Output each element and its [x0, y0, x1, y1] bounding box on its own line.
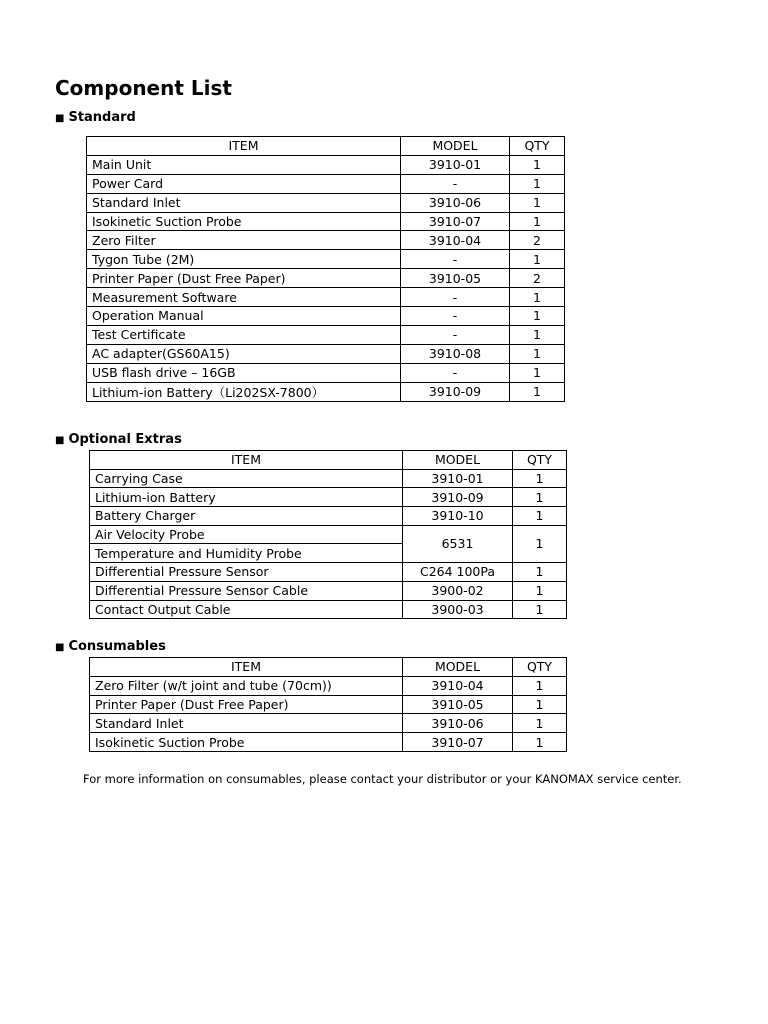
qty-cell: 1 [513, 525, 567, 562]
table-row [90, 469, 567, 488]
qty-cell: 1 [510, 325, 565, 344]
qty-column-header: QTY [513, 658, 567, 677]
table-row [87, 155, 565, 174]
qty-cell: 1 [513, 733, 567, 752]
item-column-header: ITEM [87, 137, 401, 156]
table-row [87, 325, 565, 344]
qty-cell: 1 [510, 174, 565, 193]
model-cell: 3910-09 [401, 382, 510, 401]
model-column-header: MODEL [403, 451, 513, 470]
item-cell: Tygon Tube (2M) [87, 250, 401, 269]
table-row [87, 363, 565, 382]
item-cell: Operation Manual [87, 307, 401, 326]
table-row [87, 250, 565, 269]
table-row [87, 288, 565, 307]
qty-cell: 1 [513, 507, 567, 526]
model-cell: C264 100Pa [403, 563, 513, 582]
qty-cell: 1 [513, 695, 567, 714]
model-cell: 3910-04 [401, 231, 510, 250]
model-cell: 3910-06 [401, 193, 510, 212]
model-cell: 3910-01 [403, 469, 513, 488]
qty-cell: 1 [513, 600, 567, 619]
section-heading-consumables [55, 639, 166, 654]
table-row [87, 382, 565, 401]
qty-cell: 2 [510, 231, 565, 250]
qty-cell: 1 [513, 676, 567, 695]
optional-extras-table [89, 450, 567, 619]
table-row [90, 507, 567, 526]
item-cell: Isokinetic Suction Probe [87, 212, 401, 231]
qty-cell: 1 [510, 250, 565, 269]
item-cell: Battery Charger [90, 507, 403, 526]
model-cell: 3910-06 [403, 714, 513, 733]
qty-cell: 1 [510, 307, 565, 326]
table-row [90, 488, 567, 507]
model-cell: - [401, 288, 510, 307]
qty-cell: 2 [510, 269, 565, 288]
model-cell: - [401, 174, 510, 193]
table-row [90, 714, 567, 733]
item-cell: Power Card [87, 174, 401, 193]
table-row [87, 174, 565, 193]
item-cell: Printer Paper (Dust Free Paper) [87, 269, 401, 288]
square-bullet-icon: ■ [55, 435, 65, 446]
footnote: For more information on consumables, please contact your distributor or your KANOMAX service center. [83, 772, 682, 786]
standard-components-table [86, 136, 565, 402]
qty-cell: 1 [513, 488, 567, 507]
item-cell: Standard Inlet [87, 193, 401, 212]
page-title: Component List [55, 76, 232, 100]
table-row [87, 269, 565, 288]
qty-cell: 1 [510, 288, 565, 307]
model-cell: - [401, 307, 510, 326]
section-heading-label: Consumables [68, 639, 166, 654]
item-cell: Main Unit [87, 155, 401, 174]
section-heading-optional-extras [55, 432, 182, 447]
model-column-header: MODEL [403, 658, 513, 677]
item-cell: Air Velocity Probe [90, 525, 403, 544]
model-cell: 3910-07 [401, 212, 510, 231]
item-cell: Printer Paper (Dust Free Paper) [90, 695, 403, 714]
table-row [90, 563, 567, 582]
model-cell: 3900-02 [403, 581, 513, 600]
square-bullet-icon: ■ [55, 113, 65, 124]
item-cell: Test Certificate [87, 325, 401, 344]
item-cell: Zero Filter (w/t joint and tube (70cm)) [90, 676, 403, 695]
table-row [87, 193, 565, 212]
item-cell: USB flash drive – 16GB [87, 363, 401, 382]
model-cell: 3910-01 [401, 155, 510, 174]
item-cell: Contact Output Cable [90, 600, 403, 619]
table-row [87, 344, 565, 363]
model-cell: 6531 [403, 525, 513, 562]
consumables-table [89, 657, 567, 752]
qty-cell: 1 [510, 363, 565, 382]
model-cell: 3910-09 [403, 488, 513, 507]
item-cell: Zero Filter [87, 231, 401, 250]
item-cell: Temperature and Humidity Probe [90, 544, 403, 563]
model-cell: 3910-04 [403, 676, 513, 695]
item-cell: Differential Pressure Sensor [90, 563, 403, 582]
section-heading-label: Optional Extras [68, 432, 182, 447]
table-header-row [87, 137, 565, 156]
model-cell: 3910-10 [403, 507, 513, 526]
square-bullet-icon: ■ [55, 642, 65, 653]
qty-cell: 1 [510, 212, 565, 231]
item-column-header: ITEM [90, 658, 403, 677]
model-column-header: MODEL [401, 137, 510, 156]
model-cell: - [401, 325, 510, 344]
model-cell: 3910-07 [403, 733, 513, 752]
table-row [90, 733, 567, 752]
table-row [90, 581, 567, 600]
item-column-header: ITEM [90, 451, 403, 470]
model-cell: - [401, 250, 510, 269]
model-cell: - [401, 363, 510, 382]
table-row [90, 695, 567, 714]
table-row [90, 525, 567, 544]
item-cell: AC adapter(GS60A15) [87, 344, 401, 363]
section-heading-standard [55, 110, 136, 125]
table-row [90, 600, 567, 619]
qty-cell: 1 [513, 563, 567, 582]
qty-column-header: QTY [513, 451, 567, 470]
item-cell: Measurement Software [87, 288, 401, 307]
model-cell: 3910-05 [401, 269, 510, 288]
qty-cell: 1 [510, 155, 565, 174]
section-heading-label: Standard [68, 110, 136, 125]
table-row [87, 212, 565, 231]
model-cell: 3910-05 [403, 695, 513, 714]
qty-cell: 1 [510, 344, 565, 363]
qty-cell: 1 [513, 714, 567, 733]
item-cell: Lithium-ion Battery [90, 488, 403, 507]
item-cell: Differential Pressure Sensor Cable [90, 581, 403, 600]
qty-column-header: QTY [510, 137, 565, 156]
qty-cell: 1 [513, 469, 567, 488]
item-cell: Isokinetic Suction Probe [90, 733, 403, 752]
item-cell: Carrying Case [90, 469, 403, 488]
qty-cell: 1 [513, 581, 567, 600]
qty-cell: 1 [510, 382, 565, 401]
item-cell: Lithium-ion Battery（Li202SX-7800） [87, 382, 401, 401]
table-header-row [90, 451, 567, 470]
table-row [90, 676, 567, 695]
table-row [87, 307, 565, 326]
qty-cell: 1 [510, 193, 565, 212]
table-row [87, 231, 565, 250]
item-cell: Standard Inlet [90, 714, 403, 733]
model-cell: 3910-08 [401, 344, 510, 363]
model-cell: 3900-03 [403, 600, 513, 619]
table-header-row [90, 658, 567, 677]
